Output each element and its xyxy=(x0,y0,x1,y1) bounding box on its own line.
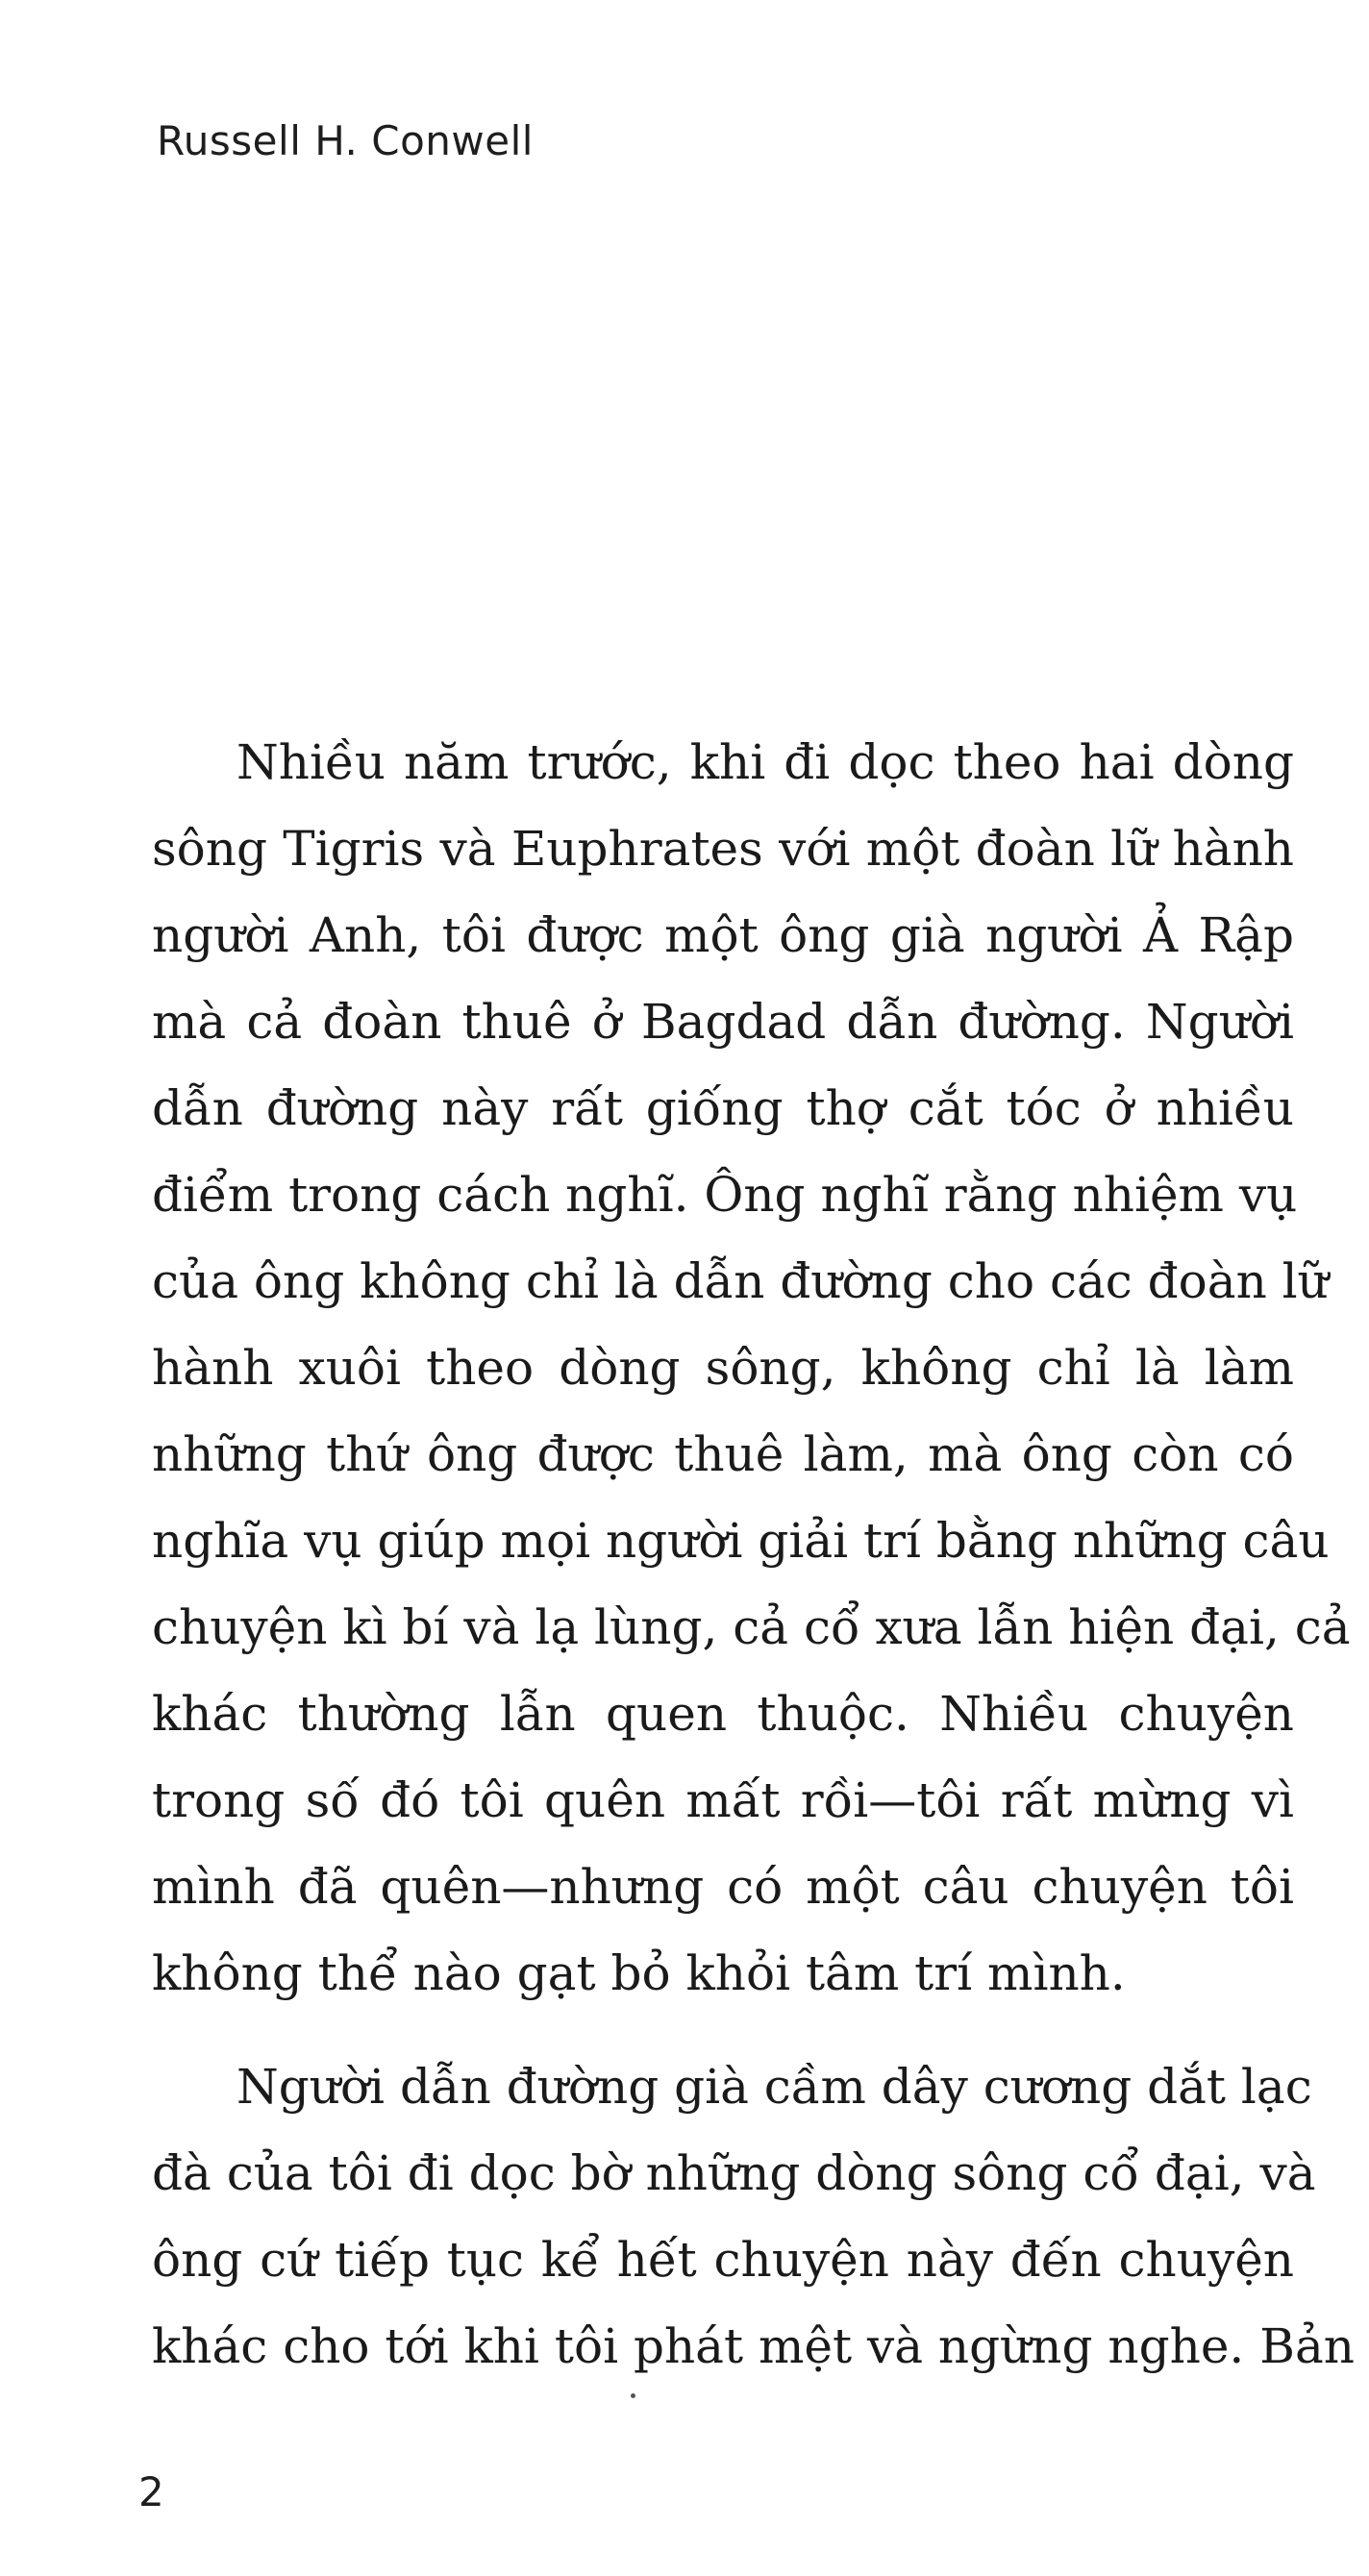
text-line: nghĩa vụ giúp mọi người giải trí bằng những câu xyxy=(152,1513,1330,1569)
paragraph-2 xyxy=(152,2043,1355,2390)
text-line: dẫn đường này rất giống thợ cắt tóc ở nhiều xyxy=(152,1080,1294,1136)
text-line: của ông không chỉ là dẫn đường cho các đoàn lữ xyxy=(152,1253,1329,1309)
paragraph-1 xyxy=(152,719,1351,2017)
text-line: điểm trong cách nghĩ. Ông nghĩ rằng nhiệm vụ xyxy=(152,1167,1298,1223)
body-text xyxy=(152,719,1355,2416)
text-line: người Anh, tôi được một ông già người Ả Rập xyxy=(152,907,1294,963)
text-line: khác cho tới khi tôi phát mệt và ngừng nghe. Bản xyxy=(152,2318,1355,2374)
page-number: 2 xyxy=(138,2468,164,2515)
text-line: mà cả đoàn thuê ở Bagdad dẫn đường. Người xyxy=(152,994,1294,1050)
text-line: hành xuôi theo dòng sông, không chỉ là làm xyxy=(152,1340,1294,1396)
print-speck xyxy=(631,2393,635,2398)
running-header-author: Russell H. Conwell xyxy=(157,117,534,164)
text-line: Nhiều năm trước, khi đi dọc theo hai dòng xyxy=(236,734,1294,790)
text-line: đà của tôi đi dọc bờ những dòng sông cổ đại, và xyxy=(152,2145,1316,2201)
text-line: không thể nào gạt bỏ khỏi tâm trí mình. xyxy=(152,1945,1126,2001)
text-line: chuyện kì bí và lạ lùng, cả cổ xưa lẫn hiện đại, cả xyxy=(152,1599,1351,1655)
text-line: mình đã quên—nhưng có một câu chuyện tôi xyxy=(152,1859,1294,1915)
text-line: khác thường lẫn quen thuộc. Nhiều chuyện xyxy=(152,1686,1294,1742)
text-line: trong số đó tôi quên mất rồi—tôi rất mừng vì xyxy=(152,1772,1294,1828)
text-line: Người dẫn đường già cầm dây cương dắt lạc xyxy=(236,2059,1312,2115)
text-line: ông cứ tiếp tục kể hết chuyện này đến chuyện xyxy=(152,2232,1294,2288)
text-line: sông Tigris và Euphrates với một đoàn lữ hành xyxy=(152,821,1294,877)
text-line: những thứ ông được thuê làm, mà ông còn có xyxy=(152,1426,1294,1482)
